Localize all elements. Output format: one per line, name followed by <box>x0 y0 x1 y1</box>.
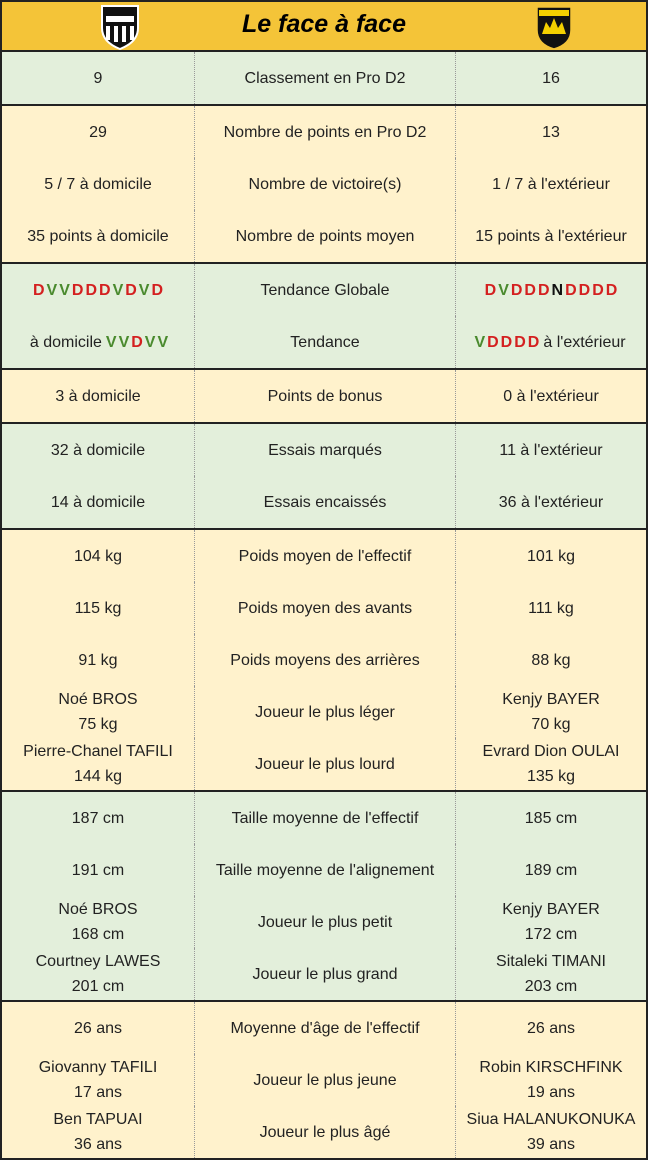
home-value <box>2 530 195 582</box>
away-value-detail: 203 cm <box>524 978 578 995</box>
home-value-text: Noé BROS <box>58 691 138 708</box>
form-result: V <box>105 333 117 351</box>
away-value <box>456 1054 646 1106</box>
table-row <box>2 52 646 104</box>
section <box>2 792 646 1002</box>
home-value <box>2 738 195 790</box>
form-result: D <box>510 281 523 299</box>
home-value-text: 91 kg <box>78 651 118 669</box>
home-value-text: Noé BROS <box>58 901 138 918</box>
away-value-text: 88 kg <box>531 651 571 669</box>
home-value <box>2 844 195 896</box>
away-value-text: 185 cm <box>524 809 578 827</box>
away-value-text: 16 <box>542 69 560 87</box>
home-value-detail: 168 cm <box>71 926 125 943</box>
form-result: V <box>46 281 58 299</box>
home-value-text: Giovanny TAFILI <box>38 1059 158 1076</box>
page-title: Le face à face <box>242 10 406 38</box>
table-row <box>2 896 646 948</box>
stat-label: Joueur le plus jeune <box>195 1054 456 1106</box>
home-value-text: Ben TAPUAI <box>53 1111 143 1128</box>
away-value-text: 15 points à l'extérieur <box>475 227 627 245</box>
away-value <box>456 52 646 104</box>
form-result: V <box>498 281 509 299</box>
table-row <box>2 264 646 316</box>
home-value-text: 115 kg <box>74 599 122 617</box>
away-value <box>456 948 646 1000</box>
away-value-detail: 39 ans <box>526 1136 576 1153</box>
home-value <box>2 424 195 476</box>
stat-label: Joueur le plus âgé <box>195 1106 456 1158</box>
table-row <box>2 738 646 790</box>
form-result: D <box>527 333 540 351</box>
away-value <box>456 1002 646 1054</box>
table-row <box>2 1054 646 1106</box>
section <box>2 530 646 792</box>
home-value <box>2 792 195 844</box>
form-result: D <box>592 281 604 299</box>
home-value-detail: 201 cm <box>71 978 125 995</box>
away-value <box>456 896 646 948</box>
home-value-text: 3 à domicile <box>55 387 141 405</box>
form-result: V <box>474 333 486 351</box>
table-row <box>2 948 646 1000</box>
away-value-text: Siua HALANUKONUKA <box>466 1111 636 1128</box>
home-value-text: 35 points à domicile <box>27 227 169 245</box>
carcassonne-logo <box>524 3 584 51</box>
home-value <box>2 1106 195 1158</box>
away-value <box>456 210 646 262</box>
table-row <box>2 634 646 686</box>
away-value-text: 111 kg <box>528 599 574 617</box>
home-value-detail: 17 ans <box>73 1084 123 1101</box>
table-row <box>2 530 646 582</box>
away-value <box>456 424 646 476</box>
stat-label: Taille moyenne de l'alignement <box>195 844 456 896</box>
table-row <box>2 792 646 844</box>
home-value <box>2 1002 195 1054</box>
home-value <box>2 896 195 948</box>
home-value-text: 9 <box>93 69 103 87</box>
stat-label: Classement en Pro D2 <box>195 52 456 104</box>
away-value-detail: 172 cm <box>524 926 578 943</box>
home-value-detail: 36 ans <box>73 1136 123 1153</box>
away-value <box>456 844 646 896</box>
home-value <box>2 210 195 262</box>
table-body <box>2 52 646 1158</box>
form-result: N <box>551 281 564 299</box>
away-value-detail: 70 kg <box>531 716 571 733</box>
stat-label: Joueur le plus petit <box>195 896 456 948</box>
away-value <box>456 158 646 210</box>
form-result: V <box>138 281 150 299</box>
away-value-text: Robin KIRSCHFINK <box>479 1059 623 1076</box>
form-result: V <box>157 333 169 351</box>
stat-label: Joueur le plus léger <box>195 686 456 738</box>
home-value <box>2 582 195 634</box>
table-row <box>2 1106 646 1158</box>
form-result: D <box>131 333 143 351</box>
section <box>2 370 646 424</box>
table-row <box>2 210 646 262</box>
away-value-text: 36 à l'extérieur <box>498 493 604 511</box>
stat-label: Taille moyenne de l'effectif <box>195 792 456 844</box>
table-row <box>2 686 646 738</box>
stat-label: Nombre de points en Pro D2 <box>195 106 456 158</box>
table-row <box>2 1002 646 1054</box>
home-value-text: 187 cm <box>71 809 125 827</box>
away-value <box>456 264 646 316</box>
away-value-text: 101 kg <box>526 547 576 565</box>
stat-label: Nombre de points moyen <box>195 210 456 262</box>
away-value-text: 13 <box>542 123 560 141</box>
form-result: D <box>537 281 550 299</box>
home-value <box>2 948 195 1000</box>
away-value-detail: 135 kg <box>526 768 576 785</box>
home-value <box>2 370 195 422</box>
away-value-text: 0 à l'extérieur <box>503 387 599 405</box>
table-row <box>2 424 646 476</box>
stat-label: Poids moyen de l'effectif <box>195 530 456 582</box>
form-result: D <box>125 281 137 299</box>
away-value <box>456 370 646 422</box>
section <box>2 106 646 264</box>
form-result: D <box>500 333 513 351</box>
form-result: V <box>118 333 130 351</box>
away-value-text: 11 à l'extérieur <box>499 441 603 459</box>
table-row <box>2 582 646 634</box>
form-result: D <box>99 281 111 299</box>
home-value-text: 29 <box>89 123 107 141</box>
home-value-text: Pierre-Chanel TAFILI <box>23 743 173 760</box>
stat-label: Nombre de victoire(s) <box>195 158 456 210</box>
section <box>2 52 646 106</box>
away-value <box>456 476 646 528</box>
home-value <box>2 1054 195 1106</box>
stat-label: Essais marqués <box>195 424 456 476</box>
form-result: D <box>514 333 526 351</box>
away-value <box>456 582 646 634</box>
form-text: à domicile <box>29 333 102 351</box>
away-value <box>456 792 646 844</box>
stat-label: Joueur le plus lourd <box>195 738 456 790</box>
stat-label: Joueur le plus grand <box>195 948 456 1000</box>
stat-label: Points de bonus <box>195 370 456 422</box>
home-value <box>2 316 195 368</box>
table-row <box>2 316 646 368</box>
form-result: D <box>605 281 618 299</box>
form-result: D <box>151 281 164 299</box>
table-row <box>2 370 646 422</box>
table-row <box>2 106 646 158</box>
section <box>2 424 646 530</box>
home-value-text: 191 cm <box>71 861 125 879</box>
away-value <box>456 738 646 790</box>
section <box>2 264 646 370</box>
home-value-text: 14 à domicile <box>50 493 146 511</box>
home-value <box>2 158 195 210</box>
stat-label: Tendance Globale <box>195 264 456 316</box>
form-result: D <box>565 281 577 299</box>
form-result: D <box>71 281 84 299</box>
form-result: D <box>578 281 591 299</box>
form-result: V <box>112 281 124 299</box>
home-value-text: 32 à domicile <box>50 441 146 459</box>
home-value-detail: 144 kg <box>73 768 123 785</box>
form-result: D <box>487 333 499 351</box>
home-value-text: 26 ans <box>73 1019 123 1037</box>
stat-label: Essais encaissés <box>195 476 456 528</box>
home-value-text: 5 / 7 à domicile <box>44 175 152 193</box>
home-value <box>2 264 195 316</box>
home-value <box>2 634 195 686</box>
form-result: V <box>59 281 70 299</box>
form-result: D <box>32 281 45 299</box>
stat-label: Poids moyen des avants <box>195 582 456 634</box>
away-value-text: 1 / 7 à l'extérieur <box>492 175 610 193</box>
table-row <box>2 476 646 528</box>
section <box>2 1002 646 1158</box>
home-value-detail: 75 kg <box>78 716 118 733</box>
home-value <box>2 52 195 104</box>
form-result: D <box>85 281 97 299</box>
home-value-text: 104 kg <box>73 547 123 565</box>
home-value <box>2 686 195 738</box>
stat-label: Tendance <box>195 316 456 368</box>
away-value <box>456 686 646 738</box>
form-result: D <box>524 281 536 299</box>
away-value-detail: 19 ans <box>526 1084 576 1101</box>
home-value <box>2 106 195 158</box>
away-value <box>456 634 646 686</box>
away-value-text: 26 ans <box>526 1019 576 1037</box>
home-value-text: Courtney LAWES <box>35 953 161 970</box>
table-row <box>2 844 646 896</box>
away-value-text: Evrard Dion OULAI <box>482 743 620 760</box>
stat-label: Poids moyens des arrières <box>195 634 456 686</box>
stat-label: Moyenne d'âge de l'effectif <box>195 1002 456 1054</box>
form-result: V <box>144 333 156 351</box>
table-header <box>2 0 646 52</box>
form-text: à l'extérieur <box>543 333 626 351</box>
away-value-text: 189 cm <box>524 861 578 879</box>
away-value-text: Kenjy BAYER <box>502 901 600 918</box>
form-result: D <box>484 281 497 299</box>
table-row <box>2 158 646 210</box>
home-value <box>2 476 195 528</box>
away-value <box>456 316 646 368</box>
away-value <box>456 530 646 582</box>
away-value-text: Kenjy BAYER <box>502 691 600 708</box>
away-value <box>456 1106 646 1158</box>
away-value <box>456 106 646 158</box>
away-value-text: Sitaleki TIMANI <box>496 953 606 970</box>
